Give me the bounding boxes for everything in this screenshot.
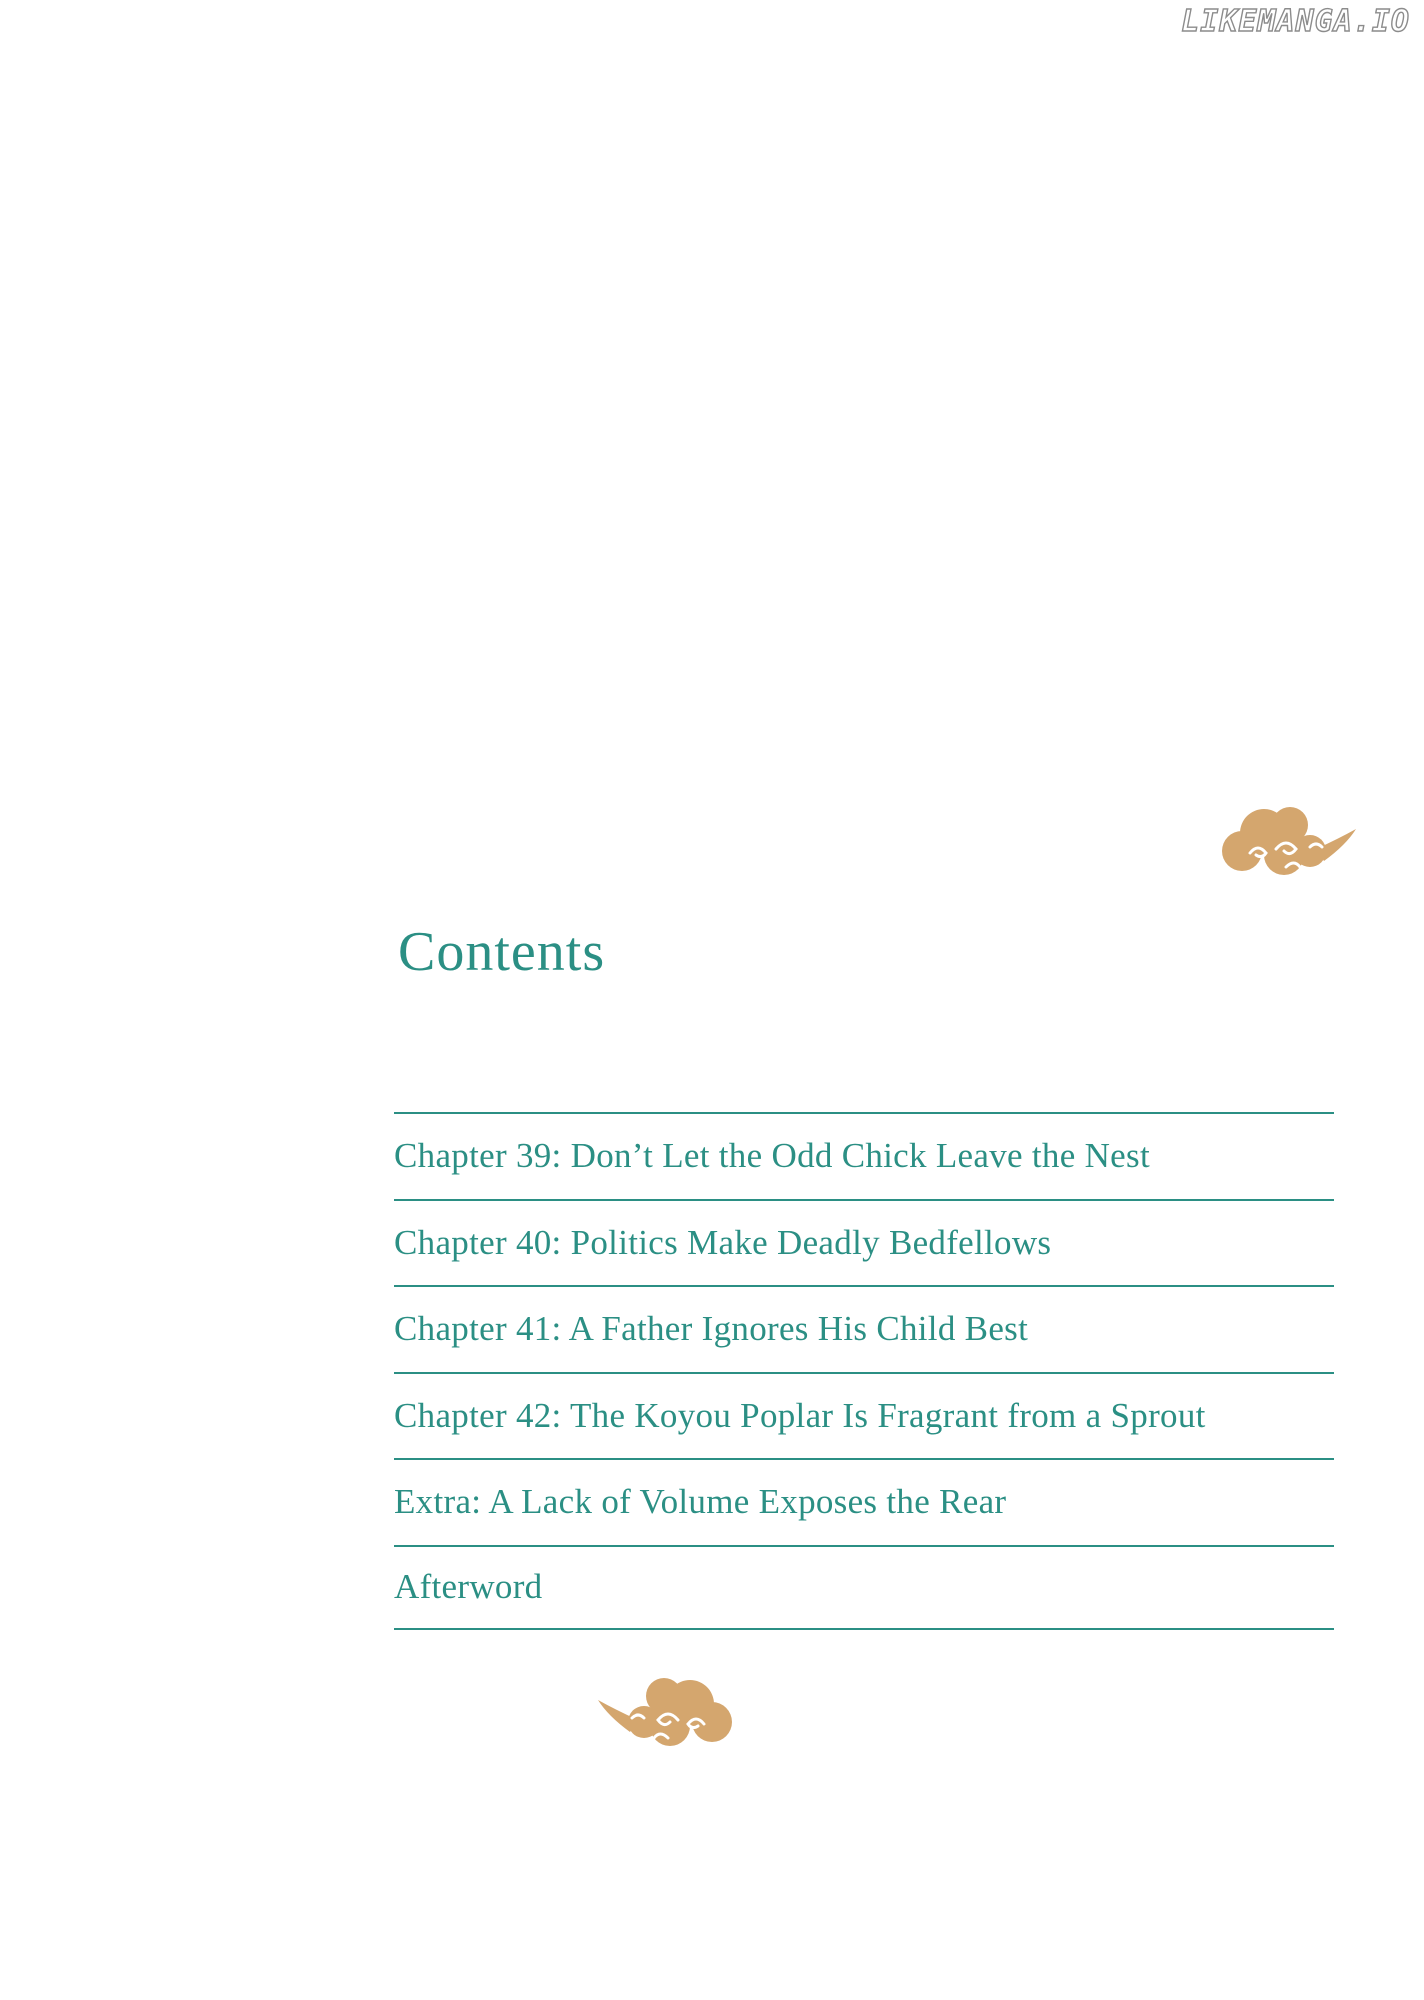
- cloud-ornament-icon: [594, 1676, 734, 1752]
- toc-item-label: Chapter 40: Politics Make Deadly Bedfellows: [394, 1222, 1052, 1262]
- toc-item-label: Afterword: [394, 1567, 543, 1607]
- toc-item-chapter-40[interactable]: [394, 1201, 1334, 1288]
- watermark: LIKEMANGA.IO: [1181, 4, 1410, 39]
- table-of-contents: [394, 1112, 1334, 1630]
- page-title: Contents: [398, 921, 606, 983]
- toc-item-afterword[interactable]: [394, 1547, 1334, 1631]
- toc-item-label: Chapter 41: A Father Ignores His Child Best: [394, 1309, 1029, 1349]
- cloud-ornament-icon: [1220, 805, 1360, 881]
- toc-item-label: Chapter 42: The Koyou Poplar Is Fragrant from a Sprout: [394, 1395, 1206, 1435]
- toc-item-extra[interactable]: [394, 1460, 1334, 1547]
- toc-item-chapter-41[interactable]: [394, 1287, 1334, 1374]
- toc-item-label: Extra: A Lack of Volume Exposes the Rear: [394, 1482, 1007, 1522]
- toc-item-label: Chapter 39: Don’t Let the Odd Chick Leave the Nest: [394, 1136, 1150, 1176]
- toc-item-chapter-39[interactable]: [394, 1114, 1334, 1201]
- toc-item-chapter-42[interactable]: [394, 1374, 1334, 1461]
